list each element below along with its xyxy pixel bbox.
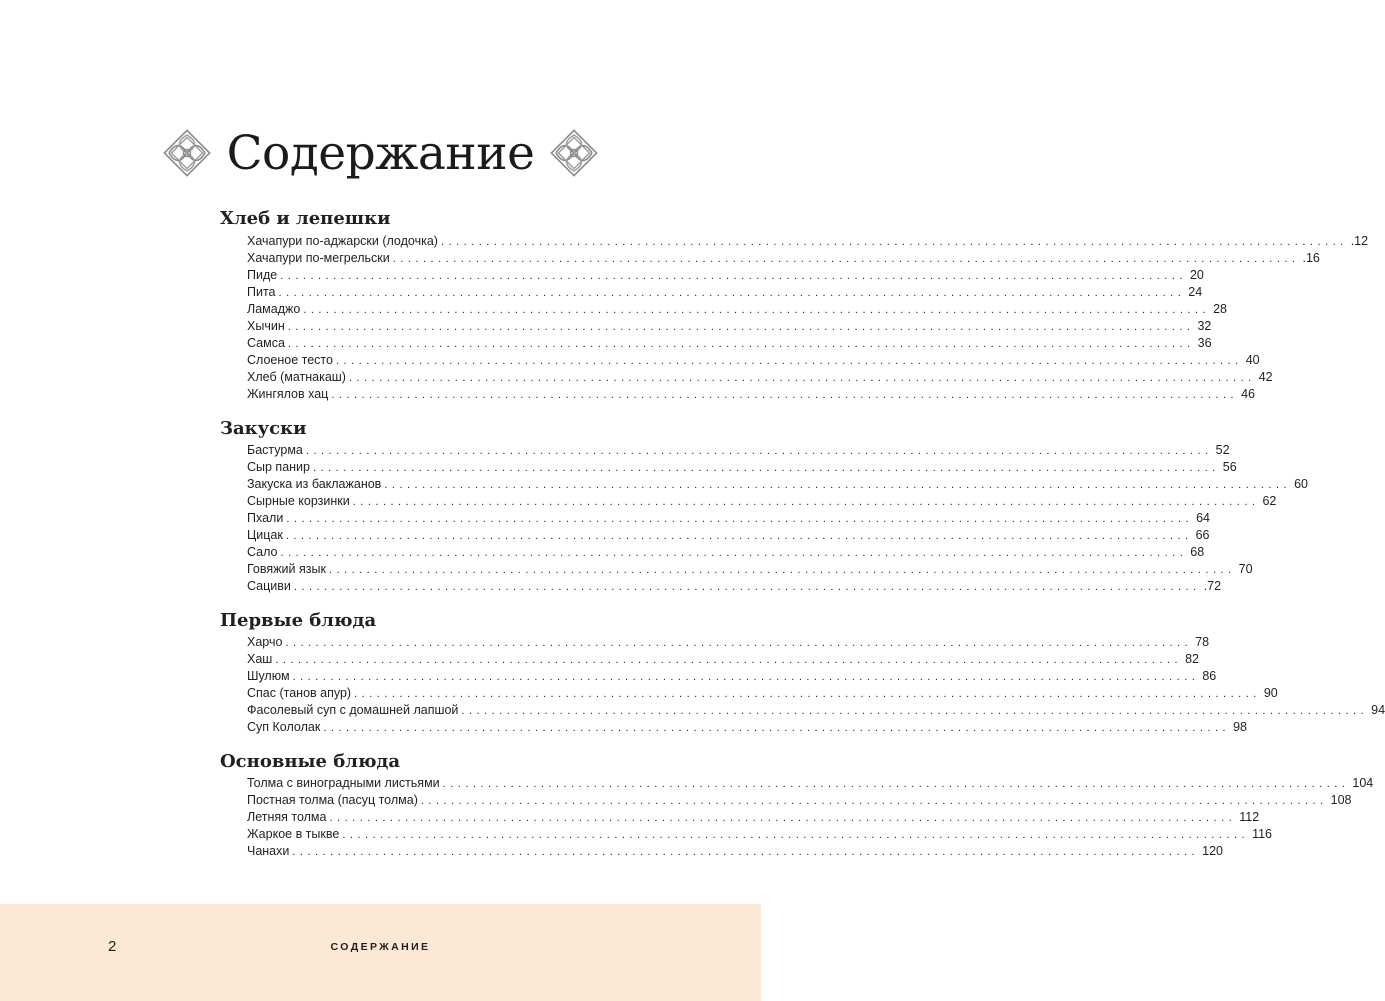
toc-entry[interactable]: [247, 702, 1385, 719]
toc-entry[interactable]: [247, 284, 1203, 301]
entry-title: Хачапури по-мегрельски: [247, 251, 390, 265]
dot-leader: ........................................................................................................................: [278, 287, 1186, 299]
running-head: СОДЕРЖАНИЕ: [330, 941, 431, 953]
entry-page-number: 108: [1330, 793, 1352, 807]
dot-leader: ........................................................................................................................: [280, 547, 1188, 559]
dot-leader: ........................................................................................................................: [287, 338, 1195, 350]
entry-title: Цицак: [247, 528, 283, 542]
entry-page-number: 64: [1196, 511, 1210, 525]
dot-leader: ........................................................................................................................: [328, 564, 1236, 576]
entry-page-number: 86: [1202, 669, 1217, 683]
toc-entry[interactable]: [247, 809, 1260, 826]
entry-page-number: 68: [1190, 545, 1205, 559]
entry-page-number: 116: [1252, 827, 1273, 841]
entry-title: Жингялов хац: [247, 387, 329, 401]
dot-leader: ........................................................................................................................: [392, 253, 1300, 265]
page-title: Содержание: [226, 125, 535, 181]
dot-leader: ........................................................................................................................: [305, 445, 1213, 457]
toc-entry[interactable]: [247, 719, 1247, 736]
toc-entry[interactable]: [247, 369, 1273, 386]
toc-entry[interactable]: [247, 335, 1212, 352]
toc-section: [220, 205, 1369, 403]
toc-entry[interactable]: [247, 668, 1217, 685]
section-heading: Первые блюда: [220, 610, 377, 631]
toc-section: [220, 415, 1308, 595]
page-number: 2: [108, 938, 117, 955]
toc-entry[interactable]: [247, 578, 1222, 595]
entry-title: Хлеб (матнакаш): [247, 370, 346, 384]
dot-leader: ........................................................................................................................: [323, 722, 1231, 734]
entry-title: Закуска из баклажанов: [247, 477, 382, 491]
entry-page-number: 42: [1258, 370, 1273, 384]
entry-title: Слоеное тесто: [247, 353, 333, 367]
entry-page-number: 104: [1352, 776, 1374, 790]
entry-title: Сациви: [247, 579, 291, 593]
toc-entry[interactable]: [247, 561, 1253, 578]
entry-title: Сырные корзинки: [247, 494, 350, 508]
entry-page-number: 94: [1371, 703, 1385, 717]
dot-leader: ........................................................................................................................: [275, 654, 1183, 666]
entry-title: Постная толма (пасуц толма): [247, 793, 418, 807]
celtic-knot-icon: [165, 131, 209, 175]
entry-page-number: 32: [1197, 319, 1212, 333]
entry-title: Бастурма: [247, 443, 303, 457]
toc-entry[interactable]: [247, 544, 1205, 561]
toc-entry[interactable]: [247, 634, 1210, 651]
entry-title: Сыр панир: [247, 460, 310, 474]
dot-leader: ........................................................................................................................: [354, 688, 1261, 700]
entry-page-number: 112: [1239, 810, 1260, 824]
entry-title: Хаш: [247, 652, 273, 666]
toc-entry[interactable]: [247, 352, 1260, 369]
dot-leader: ........................................................................................................................: [342, 829, 1250, 841]
entry-page-number: .12: [1350, 234, 1369, 248]
entry-page-number: 24: [1188, 285, 1203, 299]
toc-entry[interactable]: [247, 318, 1212, 335]
dot-leader: ........................................................................................................................: [331, 389, 1239, 401]
entry-page-number: 40: [1245, 353, 1260, 367]
entry-title: Говяжий язык: [247, 562, 326, 576]
toc-entry[interactable]: [247, 775, 1374, 792]
dot-leader: ........................................................................................................................: [461, 705, 1369, 717]
toc-entry[interactable]: [247, 476, 1308, 493]
entry-page-number: 28: [1213, 302, 1227, 316]
section-heading: Закуски: [220, 418, 307, 439]
toc-entry[interactable]: [247, 493, 1277, 510]
dot-leader: ........................................................................................................................: [335, 355, 1243, 367]
footer-band: [0, 904, 761, 1001]
entry-page-number: 78: [1195, 635, 1210, 649]
entry-title: Спас (танов апур): [247, 686, 352, 700]
entry-title: Жаркое в тыкве: [247, 827, 340, 841]
dot-leader: ........................................................................................................................: [280, 270, 1187, 282]
dot-leader: ........................................................................................................................: [313, 462, 1220, 474]
toc-entry[interactable]: [247, 233, 1369, 250]
entry-title: Суп Кололак: [247, 720, 321, 734]
entry-page-number: 66: [1195, 528, 1210, 542]
dot-leader: ........................................................................................................................: [420, 795, 1328, 807]
toc-entry[interactable]: [247, 301, 1227, 318]
dot-leader: ........................................................................................................................: [285, 530, 1193, 542]
title-row: [0, 118, 761, 188]
entry-page-number: 56: [1222, 460, 1237, 474]
entry-page-number: 60: [1294, 477, 1308, 491]
dot-leader: ........................................................................................................................: [286, 513, 1194, 525]
entry-title: Пхали: [247, 511, 284, 525]
dot-leader: ........................................................................................................................: [292, 846, 1200, 858]
section-heading: Основные блюда: [220, 751, 401, 772]
dot-leader: ........................................................................................................................: [329, 812, 1237, 824]
entry-page-number: 98: [1233, 720, 1247, 734]
dot-leader: ........................................................................................................................: [352, 496, 1260, 508]
dot-leader: ........................................................................................................................: [384, 479, 1292, 491]
section-heading: Хлеб и лепешки: [220, 208, 391, 229]
entry-title: Самса: [247, 336, 285, 350]
entry-title: Фасолевый суп с домашней лапшой: [247, 703, 459, 717]
entry-title: Чанахи: [247, 844, 290, 858]
toc-entry[interactable]: [247, 792, 1352, 809]
table-of-contents: [220, 205, 1385, 872]
entry-page-number: 120: [1202, 844, 1223, 858]
toc-entry[interactable]: [247, 267, 1204, 284]
entry-title: Хачапури по-аджарски (лодочка): [247, 234, 438, 248]
entry-title: Летняя толма: [247, 810, 327, 824]
celtic-knot-icon: [552, 131, 596, 175]
toc-entry[interactable]: [247, 442, 1230, 459]
entry-title: Харчо: [247, 635, 283, 649]
entry-page-number: 90: [1263, 686, 1278, 700]
toc-entry[interactable]: [247, 250, 1320, 267]
dot-leader: ........................................................................................................................: [348, 372, 1256, 384]
entry-page-number: 46: [1241, 387, 1255, 401]
dot-leader: ........................................................................................................................: [303, 304, 1211, 316]
entry-title: Сало: [247, 545, 278, 559]
toc-entry[interactable]: [247, 826, 1273, 843]
toc-entry[interactable]: [247, 459, 1237, 476]
dot-leader: ........................................................................................................................: [440, 236, 1348, 248]
dot-leader: ........................................................................................................................: [442, 778, 1350, 790]
toc-section: [220, 748, 1374, 860]
toc-entry[interactable]: [247, 685, 1278, 702]
toc-section: [220, 607, 1385, 736]
entry-page-number: .72: [1203, 579, 1222, 593]
toc-entry[interactable]: [247, 527, 1210, 544]
toc-entry[interactable]: [247, 386, 1255, 403]
dot-leader: ........................................................................................................................: [292, 671, 1200, 683]
entry-title: Толма с виноградными листьями: [247, 776, 440, 790]
entry-page-number: 20: [1189, 268, 1204, 282]
dot-leader: ........................................................................................................................: [285, 637, 1193, 649]
entry-page-number: 62: [1262, 494, 1277, 508]
dot-leader: ........................................................................................................................: [293, 581, 1201, 593]
toc-entry[interactable]: [247, 843, 1223, 860]
toc-entry[interactable]: [247, 510, 1210, 527]
dot-leader: ........................................................................................................................: [287, 321, 1195, 333]
entry-page-number: 36: [1197, 336, 1212, 350]
entry-title: Пиде: [247, 268, 278, 282]
entry-page-number: .16: [1302, 251, 1320, 265]
entry-title: Шулюм: [247, 669, 290, 683]
entry-title: Хычин: [247, 319, 285, 333]
entry-page-number: 70: [1238, 562, 1253, 576]
entry-title: Ламаджо: [247, 302, 301, 316]
toc-entry[interactable]: [247, 651, 1199, 668]
entry-page-number: 82: [1185, 652, 1199, 666]
entry-title: Пита: [247, 285, 276, 299]
entry-page-number: 52: [1215, 443, 1230, 457]
